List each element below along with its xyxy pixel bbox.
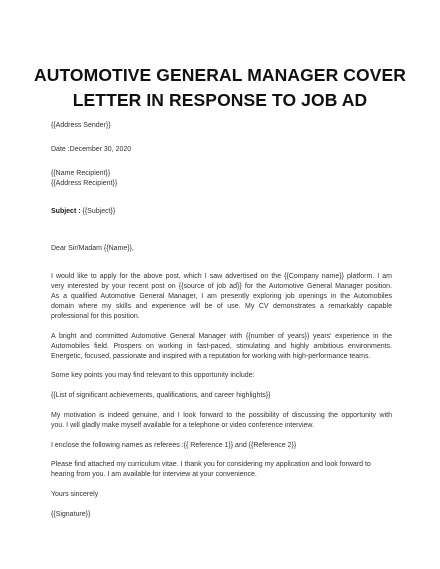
paragraph-intro bbox=[51, 272, 392, 322]
paragraph-line: My motivation is indeed genuine, and I look forward to the possibility of discussing the opportunity with bbox=[51, 411, 392, 419]
address-recipient: {{Address Recipient}} bbox=[51, 179, 118, 187]
letter-title bbox=[30, 63, 410, 113]
paragraph-line: hearing from you. I am available for interview at your convenience. bbox=[51, 471, 257, 479]
paragraph-line: A bright and committed Automotive General Manager with {{number of years}} years' experience in the bbox=[51, 332, 392, 340]
signature-placeholder: {{Signature}} bbox=[51, 510, 91, 518]
title-line-1: AUTOMOTIVE GENERAL MANAGER COVER bbox=[33, 65, 407, 85]
paragraph-line: professional for this position. bbox=[51, 312, 140, 320]
subject-label: Subject : bbox=[51, 207, 81, 215]
paragraph-experience bbox=[51, 332, 392, 362]
subject-line bbox=[51, 207, 392, 217]
salutation: Dear Sir/Madam {{Name}}, bbox=[51, 245, 134, 253]
name-recipient: {{Name Recipient}} bbox=[51, 169, 111, 177]
letter-date: Date :December 30, 2020 bbox=[51, 145, 132, 153]
paragraph-motivation bbox=[51, 411, 392, 431]
paragraph-line: I would like to apply for the above post, which I saw advertised on the {{Company name}} platform. I am bbox=[51, 273, 392, 281]
paragraph-attachment bbox=[51, 460, 392, 480]
paragraph-line: As a qualified Automotive General Manager, I am presently exploring job openings in the Automobiles bbox=[51, 293, 392, 301]
closing: Yours sincerely bbox=[51, 491, 99, 499]
paragraph-line: Energetic, focused, passionate and inspired with a reputation for working with high-performance teams. bbox=[51, 352, 371, 360]
paragraph-line: Automobiles field. Prospers on working in fast-paced, stimulating and highly ambitious environments. bbox=[51, 342, 392, 350]
paragraph-achievements: {{List of significant achievements, qualifications, and career highlights}} bbox=[51, 392, 271, 400]
subject-value: {{Subject}} bbox=[80, 207, 116, 215]
paragraph-key-points: Some key points you may find relevant to this opportunity include: bbox=[51, 372, 255, 380]
paragraph-line: you. I will gladly make myself available for a telephone or video conference interview. bbox=[51, 421, 315, 429]
paragraph-line: Please find attached my curriculum vitae. I thank you for considering my application and look forward to bbox=[51, 461, 371, 469]
title-line-2: LETTER IN RESPONSE TO JOB AD bbox=[72, 90, 368, 110]
paragraph-line: domain where my skills and experience will be of use. My CV demonstrates a remarkably capable bbox=[51, 303, 392, 311]
letter-body bbox=[51, 121, 392, 520]
paragraph-line: very interested by your recent post on {{source of job ad}} for the Automotive General Manager position. bbox=[51, 283, 392, 291]
address-sender: {{Address Sender}} bbox=[51, 122, 111, 129]
paragraph-referees: I enclose the following names as referees :{{ Reference 1}} and {{Reference 2}} bbox=[51, 441, 297, 449]
